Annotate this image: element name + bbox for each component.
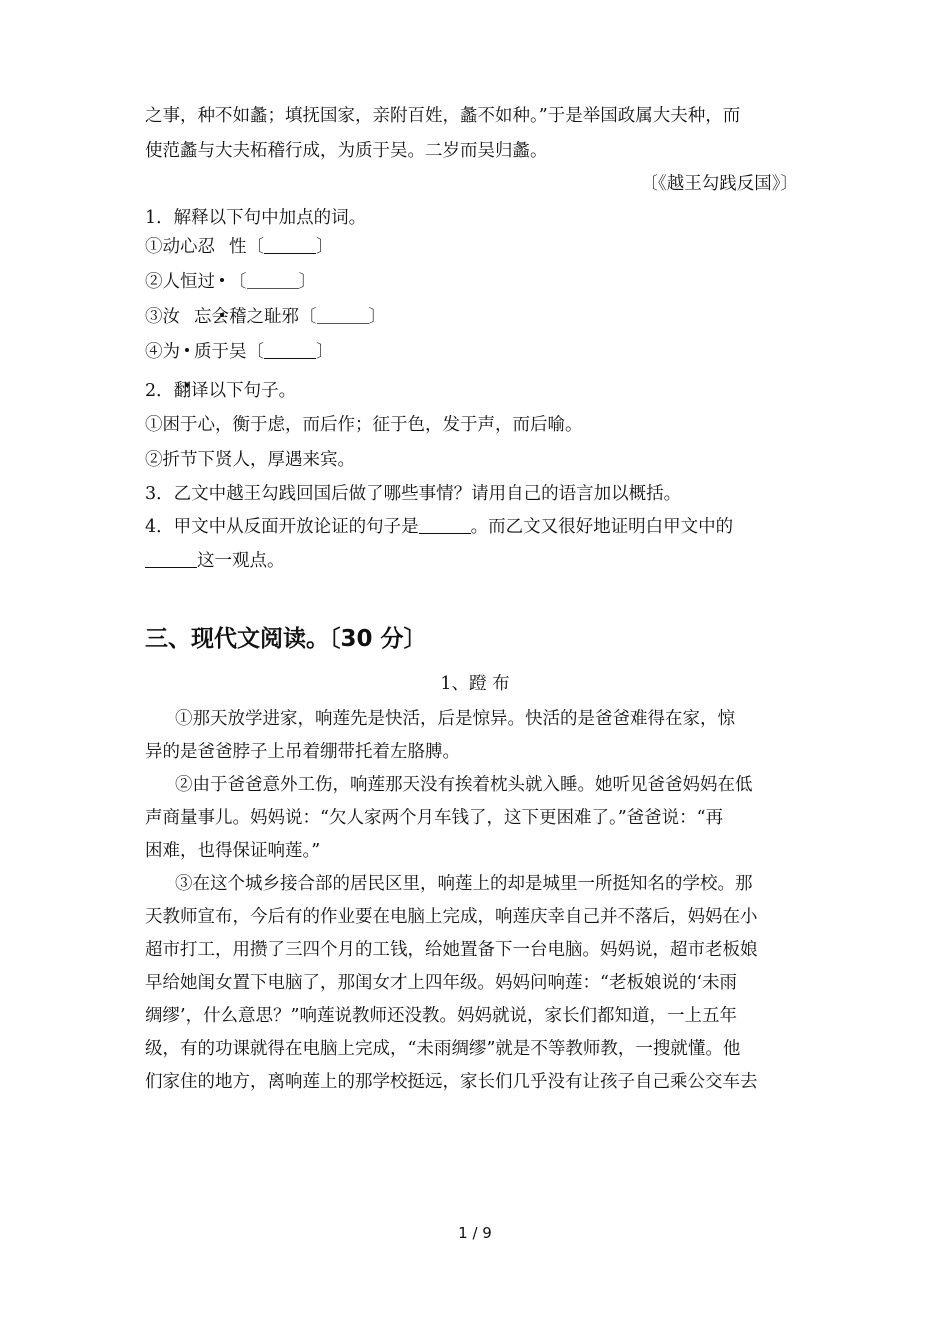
answer-blank[interactable] (264, 342, 316, 359)
question-1-item-2 (145, 270, 316, 294)
item-close: 〕 (298, 272, 316, 292)
q4-text-2: 。而乙文又很好地证明白甲文中的 (470, 517, 734, 537)
article-line-5: 困难，也得保证响莲。” (145, 841, 321, 861)
item-prefix: ④为 (145, 342, 180, 362)
section-heading: 三、现代文阅读。〔30 分〕 (145, 626, 427, 652)
item-suffix: 〔 (229, 272, 247, 292)
page-number: 1 / 9 (458, 1224, 492, 1242)
item-close: 〕 (316, 342, 334, 362)
article-line-2: 异的是爸爸脖子上吊着绷带托着左胳膊。 (145, 742, 460, 762)
item-suffix: 性〔 (229, 237, 264, 257)
question-1-item-4 (145, 340, 334, 364)
article-line-6: ③在这个城乡接合部的居民区里，响莲上的却是城里一所挺知名的学校。那 (175, 874, 753, 894)
answer-blank[interactable] (419, 517, 471, 534)
passage-source: 〔《越王勾践反国》〕 (640, 174, 798, 194)
item-close: 〕 (316, 237, 334, 257)
item-suffix: 质于吴〔 (194, 342, 264, 362)
article-line-1: ①那天放学进家，响莲先是快活，后是惊异。快活的是爸爸难得在家，惊 (175, 709, 735, 729)
question-2-item-2: ②折节下贤人，厚遇来宾。 (145, 450, 355, 470)
answer-blank[interactable] (264, 237, 316, 254)
answer-blank[interactable] (247, 272, 299, 289)
question-2-item-1: ①困于心，衡于虑，而后作；征于色，发于声，而后喻。 (145, 415, 583, 435)
article-line-7: 天教师宣布，今后有的作业要在电脑上完成，响莲庆幸自己并不落后，妈妈在小 (145, 907, 758, 927)
article-line-8: 超市打工，用攒了三四个月的工钱，给她置备下一台电脑。妈妈说，超市老板娘 (145, 940, 758, 960)
q4-text-3: 这一观点。 (197, 551, 285, 571)
article-line-11: 级，有的功课就得在电脑上完成，“未雨绸缪”就是不等教师教，一搜就懂。他 (145, 1039, 741, 1059)
item-suffix: 忘会稽之耻邪〔 (194, 307, 317, 327)
article-line-4: 声商量事儿。妈妈说：“欠人家两个月车钱了，这下更困难了。”爸爸说：“再 (145, 808, 724, 828)
passage-line-2: 使范蠡与大夫柘稽行成，为质于吴。二岁而吴归蠡。 (145, 141, 548, 161)
q4-text-1: 4．甲文中从反面开放论证的句子是 (145, 517, 419, 537)
question-1-item-3 (145, 305, 386, 329)
passage-line-1: 之事，种不如蠡；填抚国家，亲附百姓，蠡不如种。”于是举国政属大夫种，而 (145, 106, 741, 126)
item-prefix: ③汝 (145, 307, 180, 327)
article-line-12: 们家住的地方，离响莲上的那学校挺远，家长们几乎没有让孩子自己乘公交车去 (145, 1072, 758, 1092)
question-4-line-2 (145, 549, 285, 573)
question-2: 2．翻译以下句子。 (145, 381, 297, 401)
article-line-3: ②由于爸爸意外工伤，响莲那天没有挨着枕头就入睡。她听见爸爸妈妈在低 (175, 775, 753, 795)
answer-blank[interactable] (317, 307, 369, 324)
item-prefix: ①动心忍 (145, 237, 215, 257)
question-4-line-1 (145, 515, 733, 539)
answer-blank[interactable] (145, 551, 197, 568)
question-1: 1．解释以下句中加点的词。 (145, 208, 367, 228)
question-1-item-1 (145, 235, 334, 259)
item-close: 〕 (368, 307, 386, 327)
article-title: 1、蹬 布 (440, 674, 510, 694)
item-prefix: ②人恒过 (145, 272, 215, 292)
article-line-9: 早给她闺女置下电脑了，那闺女才上四年级。妈妈问响莲：“老板娘说的‘未雨 (145, 973, 738, 993)
article-line-10: 绸缪’，什么意思？”响莲说教师还没教。妈妈就说，家长们都知道，一上五年 (145, 1006, 738, 1026)
question-3: 3．乙文中越王勾践回国后做了哪些事情？请用自己的语言加以概括。 (145, 484, 682, 504)
